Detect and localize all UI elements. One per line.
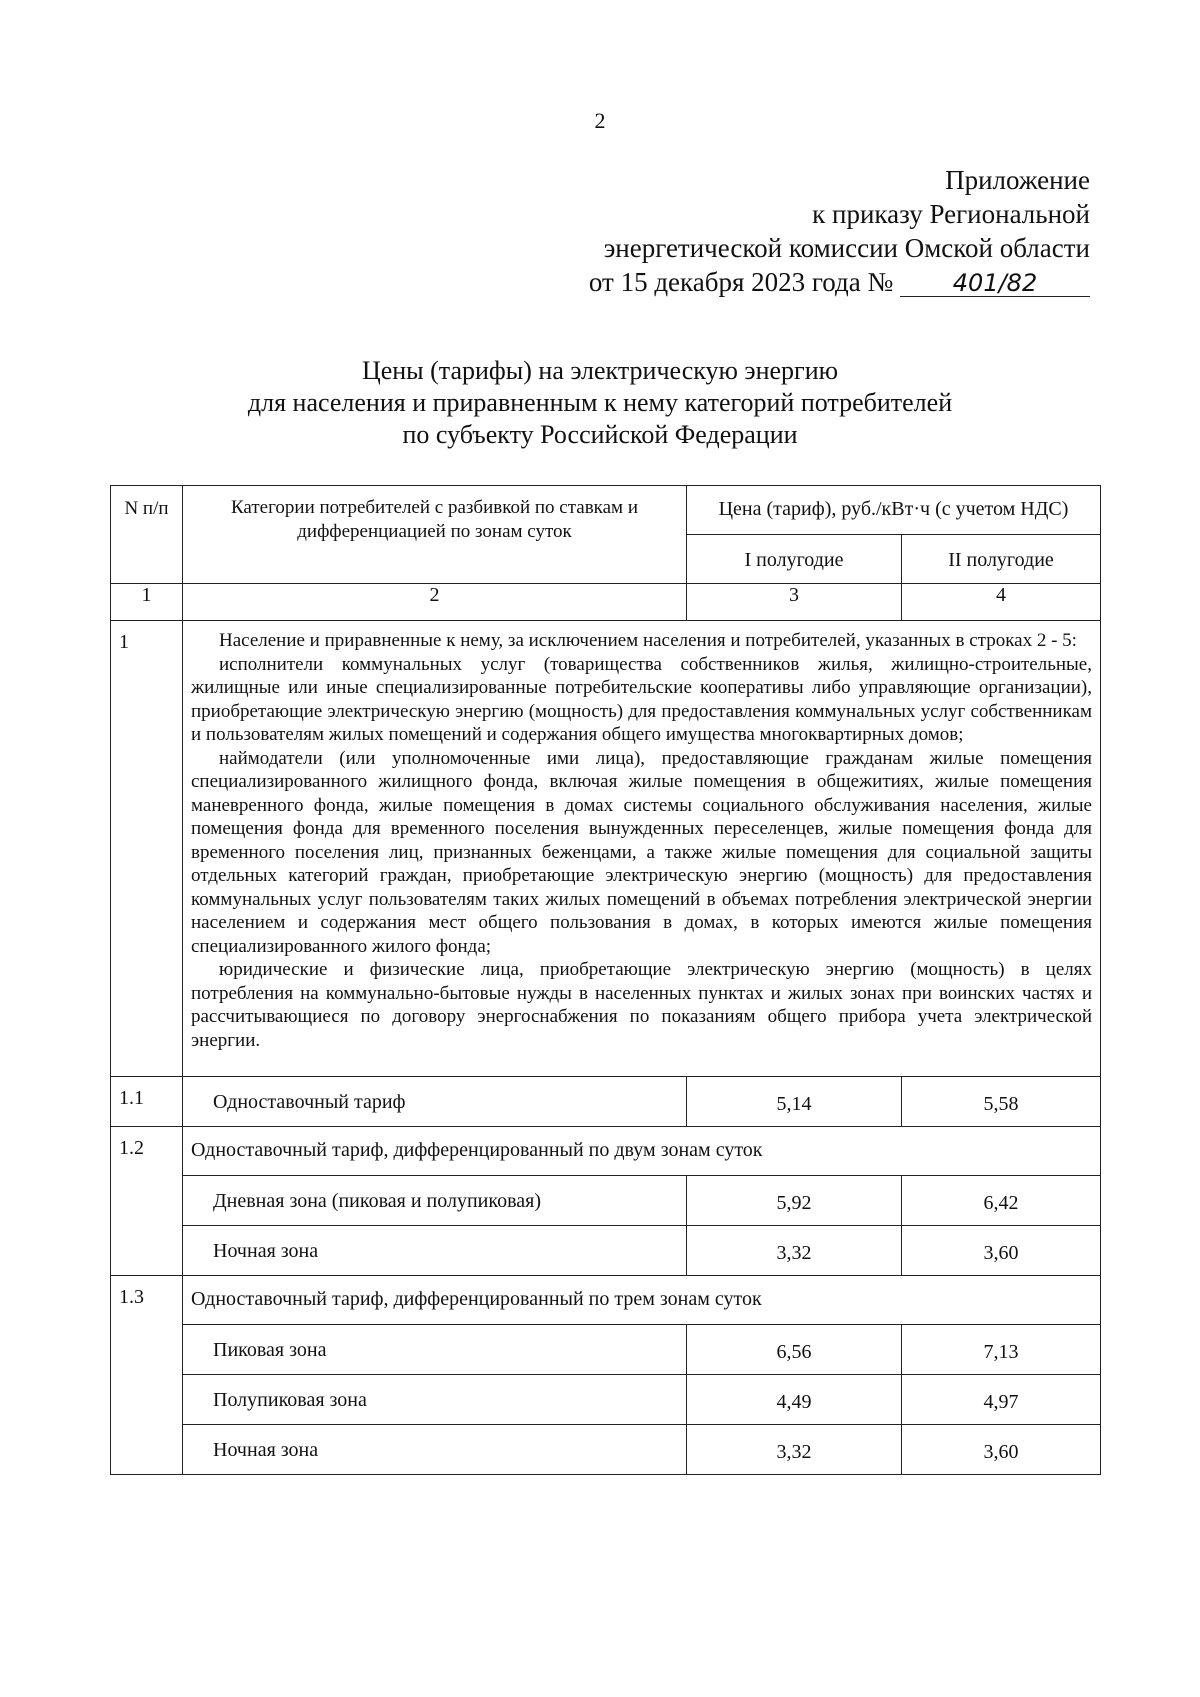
zone-half-1: 3,32: [687, 1226, 902, 1276]
zone-half-1: 5,92: [687, 1176, 902, 1226]
zone-half-1: 6,56: [687, 1325, 902, 1375]
zone-label: Пиковая зона: [183, 1325, 687, 1375]
colnum-3: 3: [687, 584, 902, 621]
zone-half-1: 4,49: [687, 1375, 902, 1425]
zone-label: Ночная зона: [183, 1226, 687, 1276]
appendix-line-1: Приложение: [945, 165, 1090, 195]
appendix-line-2: к приказу Региональной: [812, 199, 1090, 229]
colnum-4: 4: [902, 584, 1101, 621]
row-1-num: 1: [111, 621, 183, 1077]
row-1-3: [111, 1276, 1101, 1325]
title-line-3: по субъекту Российской Федерации: [402, 420, 798, 449]
order-number-handwritten: 401/82: [900, 270, 1090, 297]
document-title: [0, 355, 1200, 451]
appendix-date: от 15 декабря 2023 года №: [588, 267, 894, 297]
row-1-1-half-1: 5,14: [687, 1077, 902, 1127]
zone-half-2: 7,13: [902, 1325, 1101, 1375]
colnum-1: 1: [111, 584, 183, 621]
row-1-2: [111, 1127, 1101, 1176]
header-half-1: I полугодие: [687, 535, 902, 584]
page-number: 2: [594, 108, 606, 133]
zone-label: Ночная зона: [183, 1425, 687, 1475]
row-1-2-num: 1.2: [111, 1127, 183, 1276]
row-1-1-label: Одноставочный тариф: [183, 1077, 687, 1127]
row-1: [111, 621, 1101, 1077]
row-1-2-label: Одноставочный тариф, дифференцированный по двум зонам суток: [183, 1127, 1101, 1176]
row-1-3-label: Одноставочный тариф, дифференцированный по трем зонам суток: [183, 1276, 1101, 1325]
row-1-paragraph: исполнители коммунальных услуг (товарищества собственников жилья, жилищно-строительные, жилищные или иные специализированные потребительские кооперативы либо управляющие организации), приобретающие электрическую энергию (мощность) для предоставления коммунальных услуг собственникам и пользователям жилых помещений и содержания общего имущества многоквартирных домов;: [191, 653, 1092, 745]
row-1-1-num: 1.1: [111, 1077, 183, 1127]
appendix-block: [589, 163, 1090, 299]
zone-label: Дневная зона (пиковая и полупиковая): [183, 1176, 687, 1226]
row-1-3-num: 1.3: [111, 1276, 183, 1475]
zone-half-1: 3,32: [687, 1425, 902, 1475]
header-price: Цена (тариф), руб./кВт·ч (с учетом НДС): [687, 486, 1101, 535]
zone-label: Полупиковая зона: [183, 1375, 687, 1425]
row-1-3-zone: [111, 1325, 1101, 1375]
row-1-paragraph: наймодатели (или уполномоченные ими лица), предоставляющие гражданам жилые помещения специализированного жилищного фонда, включая жилые помещения в общежитиях, жилые помещения маневренного фонда, жилые помещения в домах системы социального обслуживания населения, жилые помещения фонда для временного поселения вынужденных переселенцев, жилые помещения фонда для временного поселения лиц, признанных беженцами, а также жилые помещения для социальной защиты отдельных категорий граждан, приобретающие электрическую энергию (мощность) для предоставления коммунальных услуг пользователям таких жилых помещений в объемах потребления электрической энергии населением и содержания мест общего пользования в домах, в которых имеются жилые помещения специализированного жилого фонда;: [191, 747, 1092, 957]
title-line-2: для населения и приравненным к нему категорий потребителей: [247, 388, 953, 417]
title-line-1: Цены (тарифы) на электрическую энергию: [361, 356, 839, 385]
header-half-2: II полугодие: [902, 535, 1101, 584]
header-row: [111, 486, 1101, 535]
colnum-2: 2: [183, 584, 687, 621]
row-1-2-zone: [111, 1176, 1101, 1226]
row-1-3-zone: [111, 1375, 1101, 1425]
row-1-1: [111, 1077, 1101, 1127]
tariff-table: [110, 485, 1101, 1475]
header-category: Категории потребителей с разбивкой по ставкам и дифференциацией по зонам суток: [183, 486, 687, 584]
row-1-paragraph: юридические и физические лица, приобретающие электрическую энергию (мощность) в целях потребления на коммунально-бытовые нужды в населенных пунктах и жилых зонах при воинских частях и рассчитывающиеся по договору энергоснабжения по показаниям общего прибора учета электрической энергии.: [191, 959, 1092, 1051]
zone-half-2: 3,60: [902, 1425, 1101, 1475]
column-numbers-row: [111, 584, 1101, 621]
row-1-paragraph: Население и приравненные к нему, за исключением населения и потребителей, указанных в строках 2 - 5:: [219, 630, 1077, 651]
appendix-line-3: энергетической комиссии Омской области: [603, 233, 1090, 263]
row-1-3-zone: [111, 1425, 1101, 1475]
zone-half-2: 3,60: [902, 1226, 1101, 1276]
header-num: N п/п: [111, 486, 183, 584]
row-1-1-half-2: 5,58: [902, 1077, 1101, 1127]
zone-half-2: 6,42: [902, 1176, 1101, 1226]
row-1-2-zone: [111, 1226, 1101, 1276]
row-1-text: [183, 621, 1101, 1077]
appendix-line-4: [589, 265, 1090, 299]
zone-half-2: 4,97: [902, 1375, 1101, 1425]
